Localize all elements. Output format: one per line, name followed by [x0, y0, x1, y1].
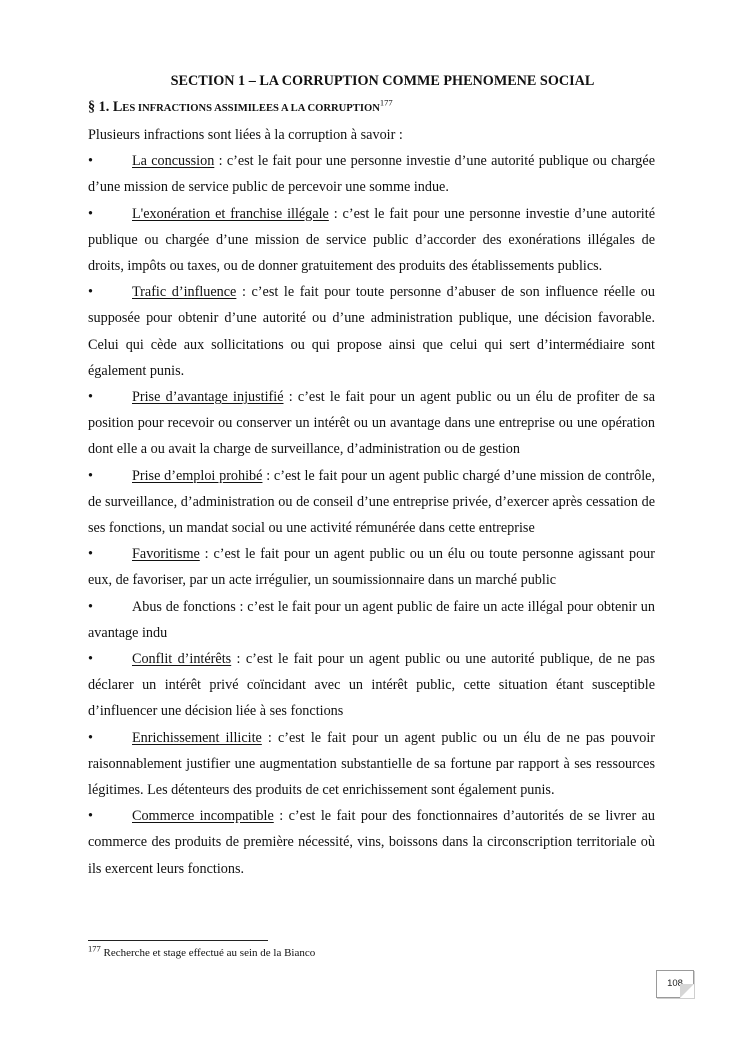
section-title: SECTION 1 – LA CORRUPTION COMME PHENOMENE SOCIAL — [170, 73, 595, 89]
bullet-icon: • — [88, 808, 93, 825]
list-item — [88, 541, 655, 593]
item-definition: c’est le fait pour un agent public ou un élu ou toute personne agissant pour eux, de favoriser, par un acte irrégulier, un soumissionnaire dans un marché public — [88, 546, 655, 589]
infractions-list — [88, 148, 655, 882]
intro-paragraph: Plusieurs infractions sont liées à la corruption à savoir : — [88, 127, 403, 143]
footnote-separator — [88, 940, 268, 941]
list-item — [88, 148, 655, 200]
bullet-icon: • — [88, 598, 93, 615]
item-definition: c’est le fait pour une personne investie d’une autorité publique ou chargée d’une mission de service public de percevoir une somme indue. — [88, 153, 655, 196]
bullet-icon: • — [88, 153, 93, 170]
footnote-text: Recherche et stage effectué au sein de la Bianco — [100, 947, 316, 959]
item-term: Favoritisme — [132, 546, 200, 563]
list-item — [88, 463, 655, 542]
bullet-icon: • — [88, 729, 93, 746]
item-separator: : — [262, 467, 274, 484]
item-separator: : — [261, 729, 278, 746]
item-separator: : — [199, 546, 214, 563]
item-definition: c’est le fait pour un agent public de faire un acte illégal pour obtenir un avantage indu — [88, 598, 655, 641]
item-definition: c’est le fait pour une personne investie d’une autorité publique ou chargée d’une mission de service public d’accorder des exonérations illégales de droits, impôts ou taxes, ou de donner gratuitement des produits des établissements publics. — [88, 205, 655, 275]
item-definition: c’est le fait pour un agent public ou une autorité publique, de ne pas déclarer un intérêt privé coïncidant avec un intérêt public, cette situation étant susceptible d’influencer une décision liée à ses fonctions — [88, 651, 655, 720]
item-separator: : — [214, 153, 227, 170]
item-separator: : — [283, 389, 298, 406]
item-term: Conflit d’intérêts — [132, 651, 232, 668]
bullet-icon: • — [88, 389, 93, 406]
subsection-initial: L — [112, 99, 123, 115]
bullet-icon: • — [88, 651, 93, 668]
footnote-reference[interactable]: 177 — [379, 97, 393, 108]
item-definition: c’est le fait pour un agent public ou un élu de profiter de sa position pour recevoir ou conserver un intérêt ou un avantage dans une entreprise ou une opération dont elle a ou avait la charge de surveillance, d’administration ou de gestion — [88, 389, 655, 458]
page-body — [88, 68, 655, 882]
item-term: Prise d’emploi prohibé — [132, 467, 263, 484]
list-item — [88, 201, 655, 280]
item-term: Prise d’avantage injustifié — [132, 389, 284, 406]
subsection-smallcaps: ES INFRACTIONS ASSIMILEES A LA CORRUPTION — [122, 103, 380, 114]
list-item — [88, 384, 655, 463]
item-term: La concussion — [132, 153, 215, 170]
bullet-icon: • — [88, 205, 93, 222]
list-item — [88, 279, 655, 384]
page-number-box — [656, 970, 694, 998]
page-corner-fold-icon — [680, 984, 694, 998]
item-separator: : — [236, 284, 252, 301]
list-item — [88, 594, 655, 646]
item-definition: c’est le fait pour des fonctionnaires d’autorités de se livrer au commerce des produits de première nécessité, vins, boissons dans la circonscription territoriale où ils exercent leurs fonctions. — [88, 808, 655, 877]
item-term: Enrichissement illicite — [132, 729, 262, 746]
item-separator: : — [231, 651, 246, 668]
footnote — [88, 943, 316, 960]
item-term: Commerce incompatible — [132, 808, 274, 825]
subsection-title — [88, 94, 655, 122]
bullet-icon: • — [88, 467, 93, 484]
item-term: Abus de fonctions — [132, 598, 236, 615]
item-separator: : — [235, 598, 248, 615]
item-definition: c’est le fait pour toute personne d’abuser de son influence réelle ou supposée pour obtenir d’une autorité ou d’une administration publique, une décision favorable. Celui qui cède aux sollicitations ou qui propose ainsi que celui qui sert d’intermédiaire sont également punis. — [88, 284, 655, 379]
item-definition: c’est le fait pour un agent public ou un élu de ne pas pouvoir raisonnablement justifier une augmentation substantielle de sa fortune par rapport à ses ressources légitimes. Les détenteurs des produits de cet enrichissement sont également punis. — [88, 729, 655, 799]
bullet-icon: • — [88, 546, 93, 563]
item-separator: : — [273, 808, 289, 825]
subsection-number: § 1. — [88, 99, 113, 115]
list-item — [88, 646, 655, 725]
list-item — [88, 803, 655, 882]
item-term: Trafic d’influence — [132, 284, 237, 301]
item-definition: c’est le fait pour un agent public chargé d’une mission de contrôle, de surveillance, d’administration ou de conseil d’une entreprise privée, d’exercer après cessation de ses fonctions, un mandat social ou une activité rémunérée dans cette entreprise — [88, 467, 655, 537]
item-separator: : — [328, 205, 343, 222]
footnote-number: 177 — [88, 943, 101, 954]
bullet-icon: • — [88, 284, 93, 301]
page-number: 108 — [667, 978, 683, 989]
item-term: L'exonération et franchise illégale — [132, 205, 329, 222]
list-item — [88, 725, 655, 804]
